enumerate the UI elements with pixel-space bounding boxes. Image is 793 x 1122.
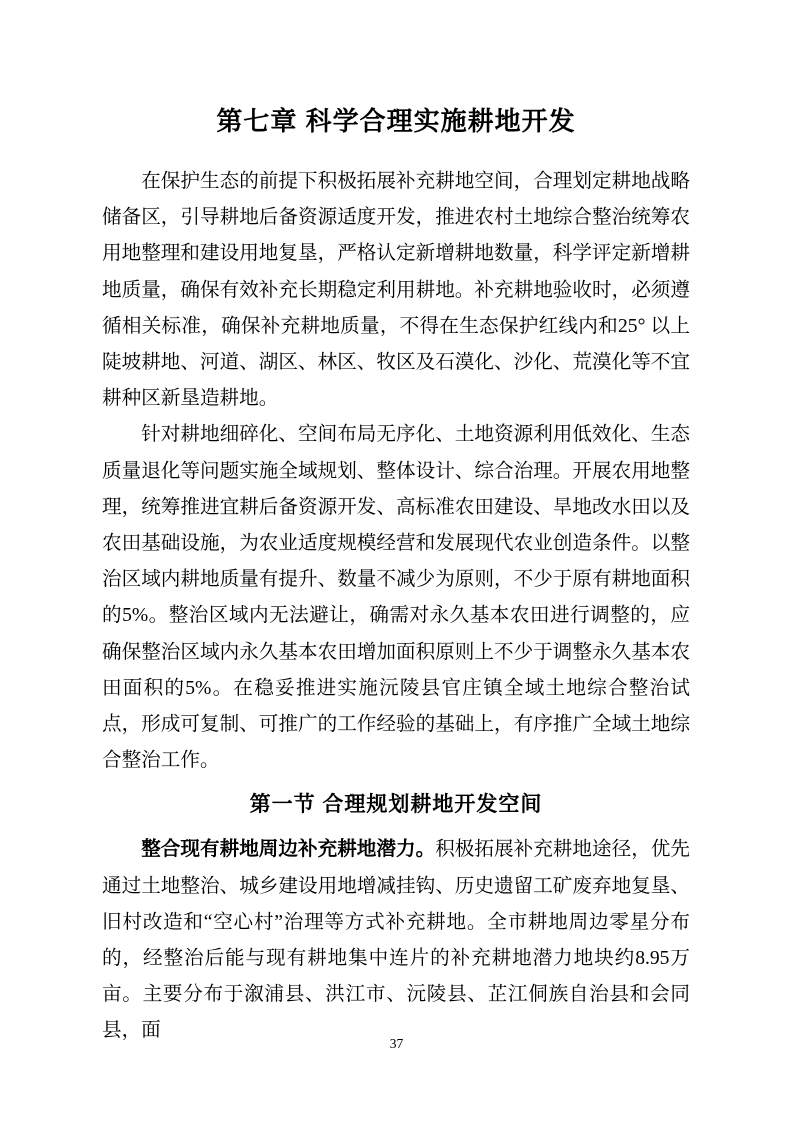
paragraph-3-bold-lead: 整合现有耕地周边补充耕地潜力。 bbox=[141, 839, 436, 861]
paragraph-3 bbox=[102, 832, 690, 1049]
section-title: 第一节 合理规划耕地开发空间 bbox=[249, 793, 543, 817]
paragraph-3-text: 积极拓展补充耕地途径，优先通过土地整治、城乡建设用地增减挂钩、历史遗留工矿废弃地复垦、旧村改造和“空心村”治理等方式补充耕地。全市耕地周边零星分布的，经整治后能与现有耕地集中连片的补充耕地潜力地块约8.95万亩。主要分布于溆浦县、洪江市、沅陵县、芷江侗族自治县和会同县，面 bbox=[102, 839, 691, 1042]
chapter-title: 第七章 科学合理实施耕地开发 bbox=[216, 106, 576, 136]
document-content bbox=[102, 0, 690, 1050]
page-number: 37 bbox=[389, 1036, 404, 1051]
paragraph-2: 针对耕地细碎化、空间布局无序化、土地资源利用低效化、生态质量退化等问题实施全域规划、整体设计、综合治理。开展农用地整理，统筹推进宜耕后备资源开发、高标准农田建设、旱地改水田以及农田基础设施，为农业适度规模经营和发展现代农业创造条件。以整治区域内耕地质量有提升、数量不减少为原则，不少于原有耕地面积的5%。整治区域内无法避让，确需对永久基本农田进行调整的，应确保整治区域内永久基本农田增加面积原则上不少于调整永久基本农田面积的5%。在稳妥推进实施沅陵县官庄镇全域土地综合整治试点，形成可复制、可推广的工作经验的基础上，有序推广全域土地综合整治工作。 bbox=[102, 424, 690, 772]
paragraph-1: 在保护生态的前提下积极拓展补充耕地空间，合理划定耕地战略储备区，引导耕地后备资源适度开发，推进农村土地综合整治统筹农用地整理和建设用地复垦，严格认定新增耕地数量，科学评定新增耕地质量，确保有效补充长期稳定利用耕地。补充耕地验收时，必须遵循相关标准，确保补充耕地质量，不得在生态保护红线内和25° 以上陡坡耕地、河道、湖区、林区、牧区及石漠化、沙化、荒漠化等不宜耕种区新垦造耕地。 bbox=[102, 171, 690, 410]
